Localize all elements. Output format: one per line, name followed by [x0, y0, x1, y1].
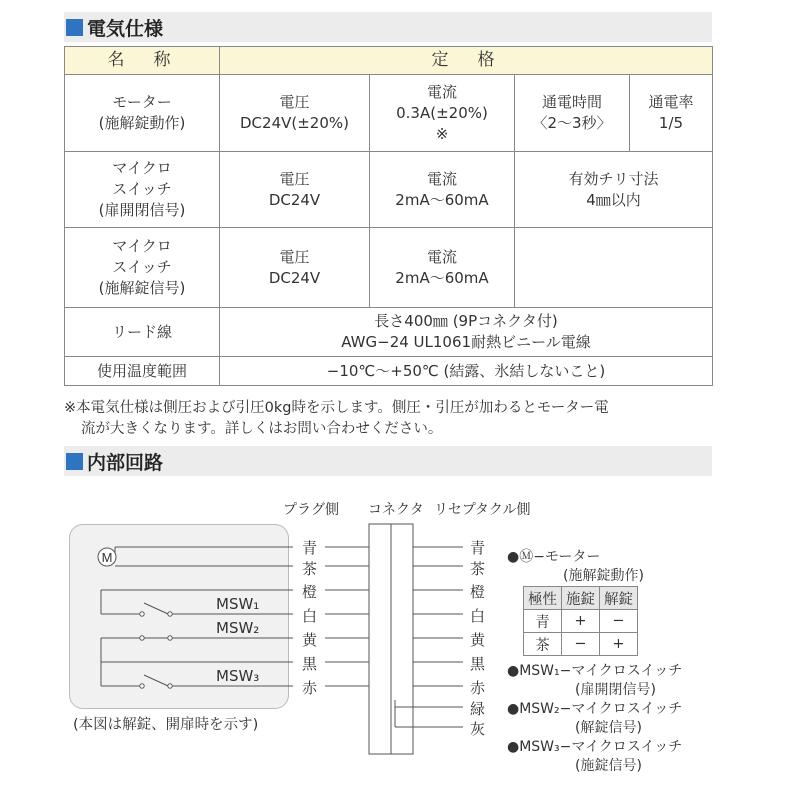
cell-name: リード線	[65, 308, 220, 357]
msw3-label: MSW₃	[216, 667, 260, 685]
wire-label-right: 茶	[470, 560, 486, 578]
wire-label-left: 黒	[302, 655, 318, 673]
header-name: 名 称	[65, 47, 220, 75]
header-rating: 定 格	[220, 47, 713, 75]
cell-name: マイクロ スイッチ (扉開閉信号)	[65, 152, 220, 228]
legend-motor: ●Ⓜ−モーター (施解錠動作)	[507, 549, 644, 584]
wire-label-left: 茶	[302, 560, 318, 578]
cell-temperature: −10℃〜+50℃ (結露、氷結しないこと)	[220, 357, 713, 386]
wire-label-right: 灰	[470, 720, 486, 738]
switch-contact	[140, 636, 144, 640]
wire-label-right: 橙	[470, 583, 486, 601]
cell-duty: 通電率 1/5	[630, 75, 713, 152]
diagram-caption: (本図は解錠、開扉時を示す)	[73, 717, 259, 733]
polarity-table	[523, 586, 638, 656]
table-row: 極性 施錠 解錠	[524, 587, 638, 610]
cell-lead-wire: 長さ400㎜ (9Pコネクタ付) AWG−24 UL1061耐熱ビニール電線	[220, 308, 713, 357]
wire-label-left: 黄	[302, 631, 318, 649]
section-title: 電気仕様	[87, 17, 164, 40]
connector-label: コネクタ	[368, 502, 424, 518]
cell-voltage: 電圧 DC24V(±20%)	[220, 75, 370, 152]
msw1-label: MSW₁	[216, 595, 260, 613]
connector-right	[391, 524, 413, 754]
wire-label-left: 橙	[302, 583, 318, 601]
cell-voltage: 電圧 DC24V	[220, 228, 370, 308]
wire-label-right: 緑	[470, 700, 486, 718]
cell-name: モーター (施解錠動作)	[65, 75, 220, 152]
motor-symbol: M	[101, 550, 113, 565]
wire-label-left: 白	[302, 607, 318, 625]
table-row: 青 + −	[524, 610, 638, 633]
wire-label-right: 黒	[470, 655, 486, 673]
cell-current: 電流 0.3A(±20%) ※	[370, 75, 515, 152]
cell-name: マイクロ スイッチ (施解錠信号)	[65, 228, 220, 308]
switch-contact	[168, 612, 172, 616]
footnote: ※本電気仕様は側圧および引圧0kg時を示します。側圧・引圧が加わるとモーター電 流が大きくなります。詳しくはお問い合わせください。	[64, 400, 609, 437]
receptacle-side-label: リセプタクル側	[434, 502, 531, 518]
switch-contact	[140, 684, 144, 688]
section-title: 内部回路	[87, 451, 164, 474]
legend-msw1: ●MSW₁−マイクロスイッチ (扉開閉信号)	[507, 663, 683, 698]
legend-msw2: ●MSW₂−マイクロスイッチ (解錠信号)	[507, 701, 683, 736]
wire-label-left: 青	[302, 539, 318, 557]
connector-left	[369, 524, 391, 754]
switch-contact	[168, 636, 172, 640]
cell-duration: 通電時間 〈2〜3秒〉	[515, 75, 630, 152]
switch-contact	[168, 684, 172, 688]
cell-voltage: 電圧 DC24V	[220, 152, 370, 228]
cell-name: 使用温度範囲	[65, 357, 220, 386]
plug-side-label: プラグ側	[283, 502, 339, 518]
wire-label-right: 赤	[470, 679, 486, 697]
wire-label-left: 赤	[302, 679, 318, 697]
msw2-label: MSW₂	[216, 619, 260, 637]
cell-current: 電流 2mA〜60mA	[370, 152, 515, 228]
switch-contact	[140, 612, 144, 616]
wire-label-right: 黄	[470, 631, 486, 649]
legend-msw3: ●MSW₃−マイクロスイッチ (施錠信号)	[507, 739, 683, 774]
wire-label-right: 白	[470, 607, 486, 625]
table-row: 茶 − +	[524, 633, 638, 656]
cell-clearance: 有効チリ寸法 4㎜以内	[515, 152, 713, 228]
wire-label-right: 青	[470, 539, 486, 557]
cell-current: 電流 2mA〜60mA	[370, 228, 515, 308]
